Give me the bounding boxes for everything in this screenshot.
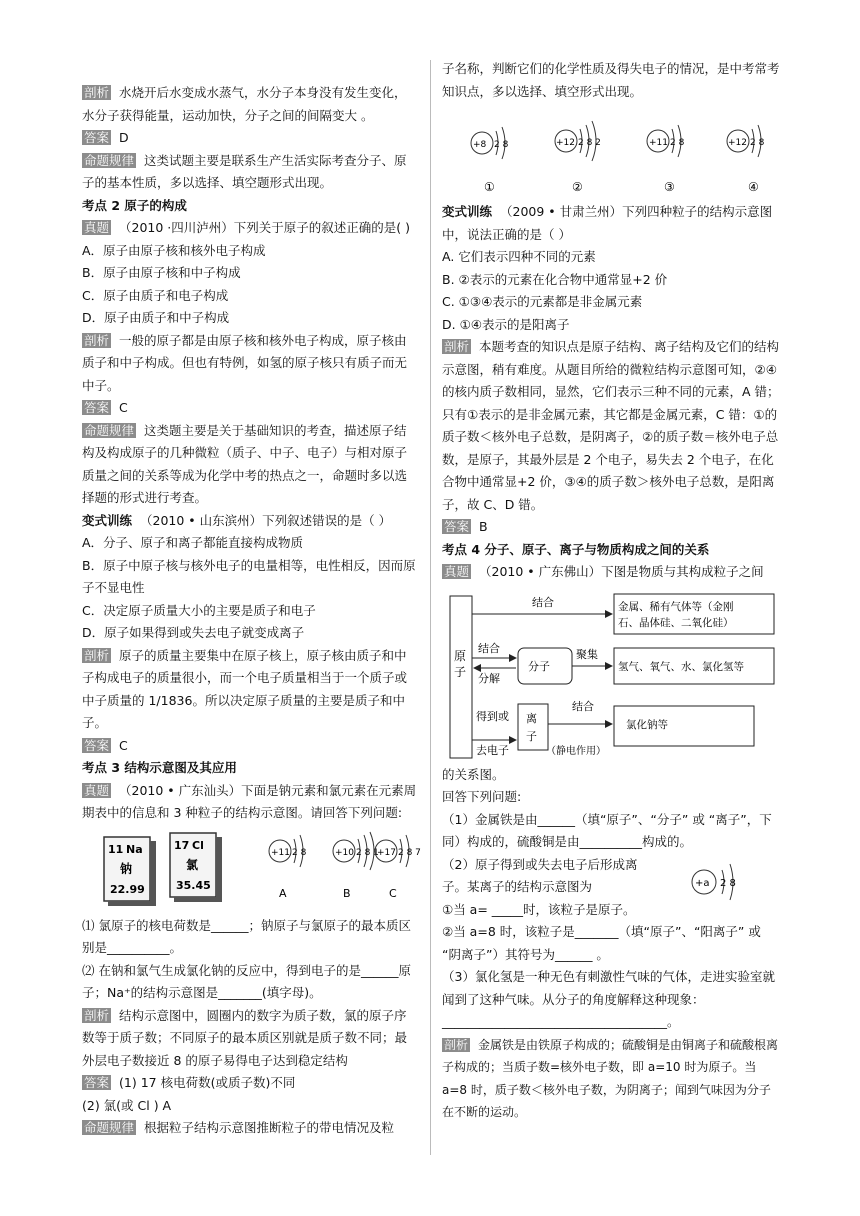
option: C. ①③④表示的元素都是非金属元素 bbox=[442, 294, 643, 309]
rule-1: 命题规律 这类试题主要是联系生产生活实际考查分子、原子的基本性质，多以选择、填空题形式出现。 bbox=[82, 152, 407, 190]
analysis-1: 剖析 水烧开后水变成水蒸气，水分子本身没有发生变化，水分子获得能量，运动加快，分子之间的间隔变大 。 bbox=[82, 85, 407, 123]
option: B．原子由原子核和中子构成 bbox=[82, 265, 241, 280]
option: B. ②表示的元素在化合物中通常显+2 价 bbox=[442, 271, 668, 287]
rule-4: 命题规律 根据粒子结构示意图推断粒子的带电情况及粒 bbox=[84, 1120, 395, 1135]
svg-text:A: A bbox=[279, 886, 287, 900]
element-diagrams bbox=[82, 829, 421, 913]
question-4-sub-2c: ①当 a= _____时，该粒子是原子。 bbox=[442, 901, 636, 917]
svg-text:2 8: 2 8 bbox=[494, 140, 509, 150]
ion-box-char-2: 子 bbox=[526, 729, 537, 743]
svg-text:2 8 2: 2 8 2 bbox=[578, 138, 601, 148]
option: B．原子中原子核与核外电子的电量相等，电性相反，因而原子不显电性 bbox=[82, 557, 416, 595]
sodium-card bbox=[104, 837, 156, 906]
svg-text:2 8 7: 2 8 7 bbox=[398, 847, 421, 858]
analysis-2: 剖析 一般的原子都是由原子核和核外电子构成，原子核由质子和中子构成。但也有特例，如氢的原子核只有质子而无中子。 bbox=[82, 332, 408, 393]
question-4-sub-2a: （2）原子得到或失去电子后形成离 bbox=[442, 856, 638, 872]
svg-text:钠: 钠 bbox=[120, 861, 133, 876]
ion-diagram-1 bbox=[471, 127, 509, 194]
answer-1: 答案 D bbox=[84, 130, 129, 145]
option: A．原子由原子核和核外电子构成 bbox=[82, 242, 266, 258]
svg-text:聚集: 聚集 bbox=[576, 647, 598, 661]
answer-5: 答案 B bbox=[444, 519, 488, 534]
svg-text:2 8: 2 8 bbox=[292, 847, 307, 858]
variant-3: 变式训练 （2009 • 甘肃兰州）下列四种粒子的结构示意图中，说法正确的是（ ） bbox=[442, 204, 773, 242]
option: D．原子如果得到或失去电子就变成离子 bbox=[82, 625, 305, 640]
svg-text:35.45: 35.45 bbox=[176, 878, 211, 892]
question-4-sub-1: （1）金属铁是由______（填“原子”、“分子” 或 “离子”，下同）构成的，硫酸铜是由__________构成的。 bbox=[442, 811, 772, 849]
atom-box-label-char-1: 原 bbox=[454, 648, 467, 663]
box-metals-text: 金属、稀有气体等（金刚 石、晶体硅、二氧化硅） bbox=[618, 600, 734, 629]
answer-2: 答案 C bbox=[84, 400, 128, 415]
svg-text:氢气、氧气、水、氯化氢等: 氢气、氧气、水、氯化氢等 bbox=[618, 660, 744, 673]
svg-text:结合: 结合 bbox=[572, 699, 594, 713]
option: A. 它们表示四种不同的元素 bbox=[442, 249, 596, 264]
svg-text:Cl: Cl bbox=[192, 838, 204, 852]
analysis-5: 剖析 本题考查的知识点是原子结构、离子结构及它们的结构示意图，稍有难度。从题目所给的微粒结构示意图可知，②④的核内质子数相同，显然，它们表示三种不同的元素，A 错；只有①表示的是非金属元素，其它都是金属元素，C 错：①的质子数＜核外电子总数，是阴离子，②的质子数＝核外电子总数，是原子，其最外层是 2 个电子，易失去 2 个电子，在化合物中通常显+2 价，③④的质子数＞核外电子总数，是阳离子，故 C、D 错。 bbox=[442, 339, 780, 512]
question-4-sub-2d: ②当 a=8 时，该粒子是_______（填“原子”、“阳离子” 或 “阴离子”）其符号为______ 。 bbox=[442, 924, 761, 962]
option: A．分子、原子和离子都能直接构成物质 bbox=[82, 535, 304, 550]
svg-text:2 8: 2 8 bbox=[720, 877, 736, 889]
question-3-sub-2: ⑵ 在钠和氯气生成氯化钠的反应中，得到电子的是______原子；Na⁺的结构示意图是_______(填字母)。 bbox=[82, 962, 411, 1000]
svg-text:氯: 氯 bbox=[186, 857, 199, 872]
svg-text:22.99: 22.99 bbox=[110, 882, 145, 896]
ion-box-char-1: 离 bbox=[526, 711, 537, 725]
atom-box-label-char-2: 子 bbox=[454, 664, 467, 679]
analysis-4: 剖析 结构示意图中，圆圈内的数字为质子数，氯的原子序数等于质子数；不同原子的最本质区别就是质子数不同；最外层电子数接近 8 的原子易得电子达到稳定结构 bbox=[82, 1007, 408, 1068]
question-3: 真题 （2010 • 广东汕头）下面是钠元素和氯元素在元素周期表中的信息和 3 种粒子的结构示意图。请回答下列问题: bbox=[82, 782, 417, 820]
question-4-sub-2b: 子。某离子的结构示意图为 bbox=[442, 879, 593, 894]
analysis-tag: 剖析 bbox=[84, 85, 110, 100]
question-3-sub-1: ⑴ 氯原子的核电荷数是______；钠原子与氯原子的最本质区别是__________。 bbox=[82, 917, 411, 955]
question-4: 真题 （2010 • 广东佛山）下图是物质与其构成粒子之间 bbox=[444, 564, 764, 579]
question-4-prompt: 回答下列问题: bbox=[442, 789, 522, 804]
svg-text:C: C bbox=[389, 886, 397, 900]
variant-2: 变式训练 （2010 • 山东滨州）下列叙述错误的是（ ） bbox=[82, 512, 392, 528]
section-title-2: 考点 2 原子的构成 bbox=[82, 197, 187, 213]
rule-tag: 命题规律 bbox=[84, 152, 135, 168]
svg-text:②: ② bbox=[572, 180, 583, 194]
gain-lose-label: 得到或 去电子 bbox=[476, 709, 509, 757]
svg-text:结合: 结合 bbox=[532, 595, 554, 609]
question-tag: 真题 bbox=[84, 220, 110, 235]
svg-text:+8: +8 bbox=[473, 140, 487, 150]
right-column bbox=[442, 58, 782, 1124]
option: C．决定原子质量大小的主要是质子和电子 bbox=[82, 602, 316, 618]
answer-4: 答案 (1) 17 核电荷数(或质子数)不同 bbox=[84, 1075, 296, 1090]
section-title-4: 考点 4 分子、原子、离子与物质构成之间的关系 bbox=[442, 541, 710, 557]
ion-diagram-3 bbox=[647, 125, 685, 194]
svg-text:Na: Na bbox=[126, 842, 143, 856]
question-4-sub-3: （3）氯化氢是一种无色有刺激性气味的气体，走进实验室就闻到了这种气味。从分子的角度解释这种现象：____________________________________。 bbox=[442, 969, 775, 1029]
question-2: 真题 （2010 ·四川泸州）下列关于原子的叙述正确的是( ) bbox=[84, 220, 411, 235]
svg-text:+11: +11 bbox=[271, 847, 290, 858]
question-4-sub-2-block bbox=[442, 854, 782, 899]
svg-text:17: 17 bbox=[174, 838, 190, 852]
svg-text:B: B bbox=[343, 886, 351, 900]
svg-text:①: ① bbox=[484, 180, 495, 194]
svg-text:+a: +a bbox=[695, 877, 710, 889]
option: C．原子由质子和电子构成 bbox=[82, 287, 229, 303]
column-divider bbox=[430, 60, 431, 1155]
svg-text:分子: 分子 bbox=[528, 659, 550, 673]
left-column bbox=[82, 82, 421, 1140]
svg-text:③: ③ bbox=[664, 180, 675, 194]
answer-3: 答案 C bbox=[84, 737, 128, 753]
analysis-3: 剖析 原子的质量主要集中在原子核上，原子核由质子和中子构成电子的质量很小，而一个电子质量相当于一个质子或中子质量的 1/1836。所以决定原子质量的主要是质子和中子。 bbox=[82, 647, 408, 730]
particle-relationship-diagram bbox=[442, 590, 782, 762]
svg-text:结合: 结合 bbox=[478, 641, 500, 655]
answer-tag: 答案 bbox=[84, 130, 110, 145]
analysis-6: 剖析 金属铁是由铁原子构成的；硫酸铜是由铜离子和硫酸根离子构成的；当质子数=核外电子数，即 a=10 时为原子。当 a=8 时，质子数＜核外电子数，为阴离子；闻到气味因为分子在不断的运动。 bbox=[442, 1037, 779, 1119]
chlorine-card bbox=[170, 833, 222, 902]
svg-text:分解: 分解 bbox=[478, 671, 500, 685]
svg-text:11: 11 bbox=[108, 842, 124, 856]
unknown-ion-diagram bbox=[678, 856, 762, 900]
svg-text:2 8: 2 8 bbox=[750, 138, 765, 148]
option: D．原子由质子和中子构成 bbox=[82, 310, 230, 325]
svg-text:+17: +17 bbox=[377, 847, 396, 858]
atom-diagram-a bbox=[269, 835, 307, 900]
question-4-continued: 的关系图。 bbox=[442, 766, 505, 782]
ion-diagram-4 bbox=[727, 125, 765, 194]
option: D. ①④表示的是阳离子 bbox=[442, 316, 570, 332]
svg-text:+11: +11 bbox=[649, 138, 668, 148]
svg-text:（静电作用）: （静电作用） bbox=[546, 745, 606, 757]
rule-4-continued: 子名称，判断它们的化学性质及得失电子的情况，是中考常考知识点，多以选择、填空形式出现。 bbox=[442, 61, 780, 99]
section-title-3: 考点 3 结构示意图及其应用 bbox=[82, 760, 237, 775]
answer-4-line-2: (2) 氯(或 Cl ) A bbox=[82, 1097, 172, 1113]
ion-box bbox=[518, 704, 548, 750]
rule-2: 命题规律 这类题主要是关于基础知识的考查，描述原子结构及构成原子的几种微粒（质子、中子、电子）与相对原子质量之间的关系等成为化学中考的热点之一，命题时多以选择题的形式进行考查。 bbox=[82, 422, 408, 505]
svg-text:+12: +12 bbox=[728, 138, 747, 148]
svg-text:氯化钠等: 氯化钠等 bbox=[626, 718, 668, 731]
svg-text:+12: +12 bbox=[556, 138, 575, 148]
svg-text:2 8: 2 8 bbox=[670, 138, 685, 148]
atom-diagram-c bbox=[375, 835, 421, 900]
ion-diagrams bbox=[442, 107, 782, 197]
atom-diagram-b bbox=[333, 832, 379, 900]
svg-text:+10: +10 bbox=[335, 847, 354, 858]
ion-diagram-2 bbox=[555, 121, 601, 194]
svg-text:2 8 1: 2 8 1 bbox=[356, 847, 379, 858]
svg-text:④: ④ bbox=[748, 180, 759, 194]
